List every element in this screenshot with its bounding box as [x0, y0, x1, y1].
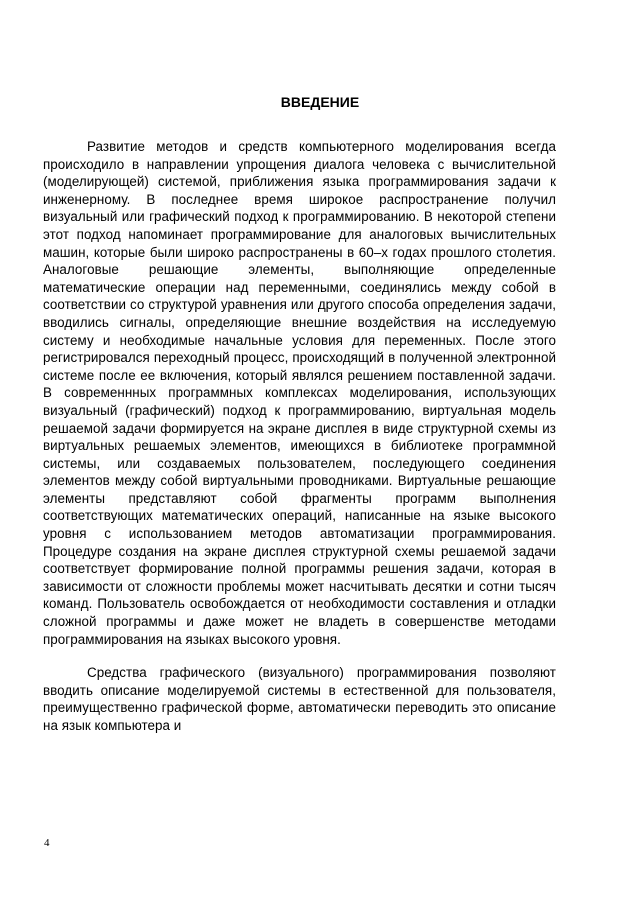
paragraph-1: Развитие методов и средств компьютерного моделирования всегда происходило в направлении упрощения диалога человека с вычислительной (моделирующей) системой, приближения языка программирования задачи к инженерному. В последнее время широкое распространение получил визуальный или графический подход к программированию. В некоторой степени этот подход напоминает программирование для аналоговых вычислительных машин, которые были широко распространены в 60–х годах прошлого столетия. Аналоговые решающие элементы, выполняющие определенные математические операции над переменными, соединялись между собой в соответствии со структурой уравнения или другого способа определения задачи, вводились сигналы, определяющие внешние воздействия на исследуемую систему и необходимые начальные условия для переменных. После этого регистрировался переходный процесс, происходящий в полученной электронной системе после ее включения, который являлся решением поставленной задачи. В современнных программных комплексах моделирования, использующих визуальный (графический) подход к программированию, виртуальная модель решаемой задачи формируется на экране дисплея в виде структурной схемы из виртуальных решаемых элементов, имеющихся в библиотеке программной системы, или создаваемых пользователем, последующего соединения элементов между собой виртуальными проводниками. Виртуальные решающие элементы представляют собой фрагменты программ выполнения соответствующих математических операций, написанные на языке высокого уровня с использованием методов автоматизации программирования. Процедуре создания на экране дисплея структурной схемы решаемой задачи соответствует формирование полной программы решения задачи, которая в зависимости от сложности проблемы может насчитывать десятки и сотни тысяч команд. Пользователь освобождается от необходимости составления и отладки сложной программы и даже может не владеть в совершенстве методами программирования на языках высокого уровня.: [43, 139, 556, 647]
body-text: [43, 138, 556, 751]
page-number: 4: [44, 837, 50, 849]
page-title: ВВЕДЕНИЕ: [280, 94, 360, 110]
paragraph-2: Средства графического (визуального) программирования позволяют вводить описание моделируемой системы в естественной для пользователя, преимущественно графической форме, автоматически переводить это описание на язык компьютера и: [43, 665, 556, 733]
